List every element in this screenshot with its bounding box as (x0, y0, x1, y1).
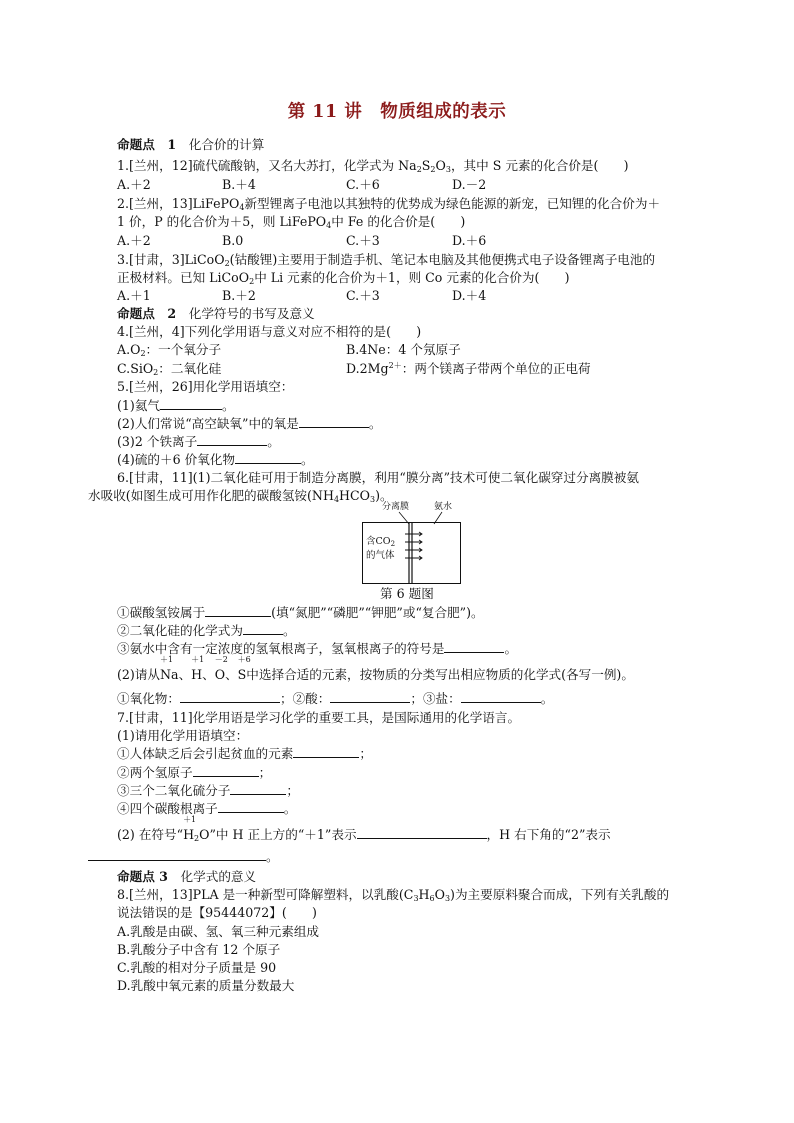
fill-item: ②二氧化硅的化学式为 。 (117, 623, 296, 638)
fill-item: 。 (88, 848, 279, 866)
option-a: A.＋2 (117, 177, 151, 192)
question-7-part-2: (2) 在符号“ ＋1 $H_2O$”中 H 正上方的“＋1”表示 ，H 右下角的“2”表示 (117, 815, 611, 843)
answer-blank[interactable] (235, 451, 301, 464)
fill-item: (2)人们常说“高空缺氧”中的氧是 。 (117, 416, 382, 431)
section-name: 化学式的意义 (180, 869, 257, 884)
option-d: D.－2 (452, 177, 487, 192)
answer-blank[interactable] (461, 690, 541, 703)
option-d: D.＋4 (452, 288, 487, 303)
section-name: 化学符号的书写及意义 (188, 306, 315, 321)
answer-blank[interactable] (293, 745, 359, 758)
option-d: D.乳酸中氧元素的质量分数最大 (117, 978, 295, 993)
question-6-stem: 6.[甘肃，11](1)二氧化硅可用于制造分离膜，利用“膜分离”技术可使二氧化碳穿过分离膜被氨 (117, 470, 639, 485)
answer-blank[interactable] (197, 433, 267, 446)
fill-item: ①人体缺乏后会引起贫血的元素 ； (117, 746, 372, 761)
option-c: C.＋6 (346, 177, 380, 192)
ammonia-label: 氨水 (434, 502, 453, 512)
question-6-part-2: (2)请从 ＋1 Na、 ＋1 H、 －2 O、 ＋6 S中选择合适的元素，按物质的分类写出相应物质的化学式(各写一例)。 (117, 655, 634, 682)
section-name: 化合价的计算 (188, 137, 265, 152)
gas-label-cont: 的气体 (366, 550, 395, 561)
question-7-part-1: (1)请用化学用语填空： (117, 728, 249, 743)
question-8-stem: 8.[兰州，13]PLA 是一种新型可降解塑料，以乳酸$(C_3H_6O_3)$为主要原料聚合而成，下列有关乳酸的 (117, 887, 670, 903)
page-title: 第 11 讲 物质组成的表示 (287, 102, 507, 122)
option-a: A.＋1 (117, 288, 151, 303)
fill-item: (4)硫的＋6 价氧化物 。 (117, 452, 314, 467)
answer-blank[interactable] (88, 848, 266, 861)
answer-blank[interactable] (299, 415, 369, 428)
answer-blank[interactable] (330, 690, 410, 703)
answer-blank[interactable] (230, 782, 286, 795)
membrane-label: 分离膜 (382, 502, 410, 512)
gas-label: 含$CO_2$ (366, 536, 396, 548)
section-heading-3 (117, 868, 256, 886)
section-heading-2 (117, 305, 315, 323)
answer-blank[interactable] (357, 826, 487, 839)
question-2-stem: 2.[兰州，13]LiFePO$_4$新型锂离子电池以其独特的优势成为绿色能源的新宠，已知锂的化合价为＋ (117, 196, 661, 212)
question-6-stem-cont: 水吸收(如图生成可用作化肥的碳酸氢铵$(NH_4HCO_3)$。 (88, 488, 393, 504)
answer-blank[interactable] (180, 690, 280, 703)
question-5-stem: 5.[兰州，26]用化学用语填空： (117, 379, 294, 394)
option-a: $A.O_2$：一个氧分子 (117, 342, 222, 358)
fill-item: ②两个氢原子 ； (117, 765, 272, 780)
question-3-stem-cont: 正极材料。已知 LiCoO$_2$中 Li 元素的化合价为＋1，则 Co 元素的化合价为( ) (117, 270, 570, 286)
question-4-stem: 4.[兰州，4]下列化学用语与意义对应不相符的是( ) (117, 324, 422, 339)
option-b: B.乳酸分子中含有 12 个原子 (117, 942, 281, 957)
option-b: B.＋2 (222, 288, 256, 303)
answer-blank[interactable] (205, 604, 271, 617)
option-a: A.乳酸是由碳、氢、氧三种元素组成 (117, 924, 320, 939)
question-2-stem-cont: 1 价，P 的化合价为＋5，则 LiFePO$_4$中 Fe 的化合价是( ) (117, 214, 466, 230)
question-7-stem: 7.[甘肃，11]化学用语是学习化学的重要工具，是国际通用的化学语言。 (117, 710, 521, 725)
membrane-separation-figure (362, 502, 462, 584)
answer-blank[interactable] (444, 640, 504, 653)
section-label: 命题点 2 (117, 306, 177, 321)
option-a: A.＋2 (117, 233, 151, 248)
section-label: 命题点 3 (117, 869, 168, 884)
fill-item: (1)氦气 。 (117, 398, 235, 413)
option-b: B.＋4 (222, 177, 256, 192)
option-c: C.＋3 (346, 288, 380, 303)
option-d: D.＋6 (452, 233, 487, 248)
answer-blank[interactable] (160, 397, 222, 410)
answer-blank[interactable] (243, 622, 283, 635)
section-heading-1 (117, 136, 264, 154)
question-3-stem: 3.[甘肃，3]LiCoO$_2$(钴酸锂)主要用于制造手机、笔记本电脑及其他便携式电子设备锂离子电池的 (117, 252, 656, 268)
option-d: $D.2Mg^{2+}$：两个镁离子带两个单位的正电荷 (346, 361, 591, 376)
answer-blank[interactable] (193, 764, 259, 777)
option-c: C.＋3 (346, 233, 380, 248)
option-b: B.4Ne：4 个氖原子 (346, 342, 461, 357)
section-label: 命题点 1 (117, 137, 177, 152)
figure-caption: 第 6 题图 (380, 586, 434, 601)
question-8-stem-cont: 说法错误的是【95444072】( ) (117, 905, 317, 920)
fill-item: (3)2 个铁离子 。 (117, 434, 280, 449)
option-b: B.0 (222, 233, 244, 248)
fill-item: ①氧化物： ；②酸： ；③盐： 。 (117, 691, 554, 706)
answer-blank[interactable] (218, 800, 284, 813)
fill-item: ③三个二氧化硫分子 ； (117, 783, 299, 798)
question-1-stem: 1.[兰州，12]硫代硫酸钠，又名大苏打，化学式为 $Na_2S_2O_3$，其中 S 元素的化合价是( ) (117, 158, 629, 174)
option-c: C.SiO$_2$：二氧化硅 (117, 361, 222, 377)
fill-item: ③氨水中含有一定浓度的氢氧根离子，氢氧根离子的符号是 。 (117, 641, 518, 656)
fill-item: ④四个碳酸根离子 。 (117, 801, 297, 816)
fill-item: ①碳酸氢铵属于 (填“氮肥”“磷肥”“钾肥”或“复合肥”)。 (117, 605, 484, 620)
option-c: C.乳酸的相对分子质量是 90 (117, 960, 277, 975)
